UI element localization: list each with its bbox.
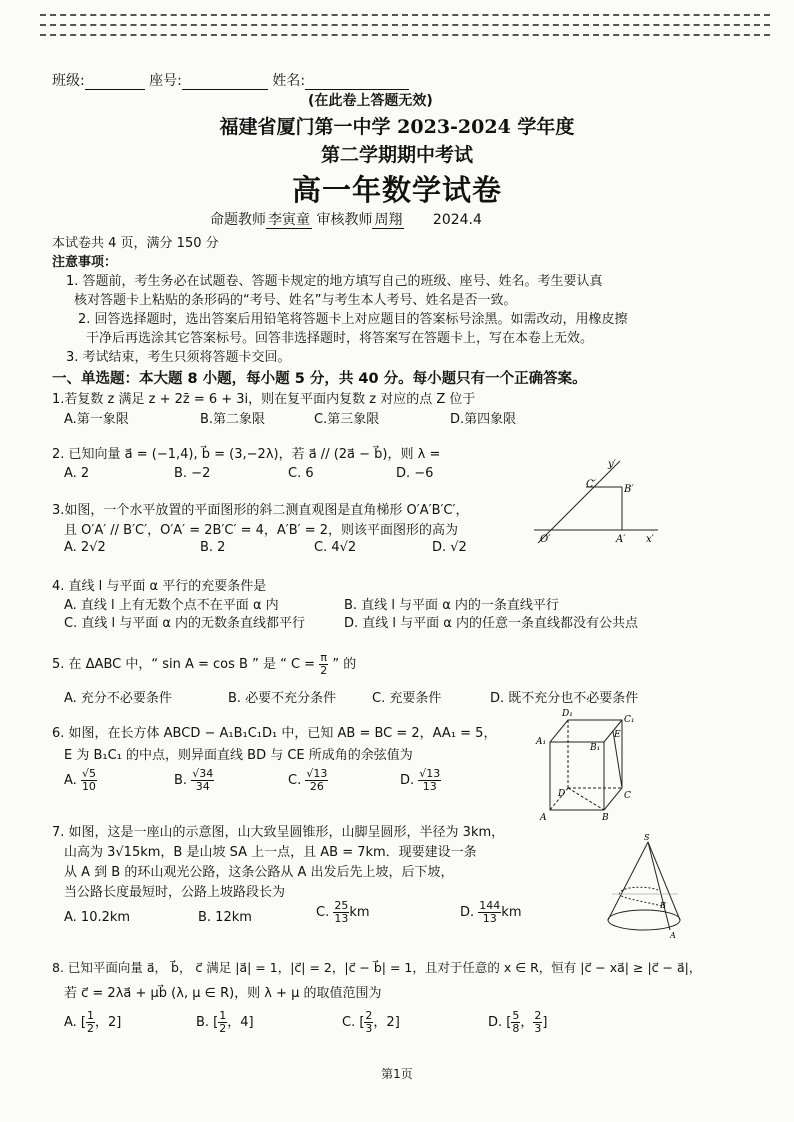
q1-stem: 1.若复数 z 满足 z + 2z̄ = 6 + 3i，则在复平面内复数 z 对应的点 Z 位于 [52,392,476,407]
fig7-label-a: A [670,931,676,940]
q7-c-unit: km [349,905,370,920]
exam-date: 2024.4 [432,212,482,228]
paper-title: 高一年数学试卷 [291,173,502,207]
q7-c-num: 25 [334,899,349,912]
q8-c-num: 2 [365,1009,373,1022]
q8-b-fraction [218,1010,227,1035]
note-3: 3. 考试结束，考生只须将答题卡交回。 [66,350,291,365]
q8-option-c[interactable] [342,1010,400,1035]
q6-c-fraction [305,768,328,793]
fig6-label-c1: C₁ [624,715,635,725]
q1-option-d[interactable]: D.第四象限 [450,412,517,427]
q8-c-den: 3 [365,1022,373,1035]
q8-a-tail: ，2] [95,1015,122,1030]
q6-b-label: B. [174,773,188,788]
q6-option-a[interactable] [64,768,97,793]
seat-label: 座号: [149,73,182,89]
school-title: 福建省厦门第一中学 2023-2024 学年度 [219,116,575,138]
q6-a-fraction [81,768,97,793]
q4-option-c[interactable]: C. 直线 l 与平面 α 内的无数条直线都平行 [64,616,306,631]
q8-b-den: 2 [219,1022,227,1035]
page-number: 第1页 [381,1067,413,1081]
q6-option-b[interactable] [174,768,214,793]
q6-stem-1: 6. 如图，在长方体 ABCD − A₁B₁C₁D₁ 中，已知 AB = BC = 2，AA₁ = 5， [52,726,497,741]
q6-d-label: D. [400,773,415,788]
q6-option-d[interactable] [400,768,441,793]
q7-d-fraction [478,900,501,925]
q6-b-den: 34 [195,780,210,793]
q6-b-fraction [191,768,214,793]
q8-d-den-1: 8 [512,1022,520,1035]
q7-stem-3: 从 A 到 B 的环山观光公路，这条公路从 A 出发后先上坡，后下坡， [64,865,454,880]
seat-blank[interactable] [182,75,268,90]
q2-stem: 2. 已知向量 a⃗ = (−1,4), b⃗ = (3,−2λ)，若 a⃗ // (2a⃗ − b⃗)，则 λ = [52,447,441,462]
q6-c-num: √13 [306,767,328,780]
author-name: 李寅童 [268,212,310,228]
q7-c-label: C. [316,905,330,920]
q8-a-den: 2 [87,1022,95,1035]
q6-b-num: √34 [192,767,214,780]
q8-b-label: B. [ [196,1015,219,1030]
paper-summary: 本试卷共 4 页，满分 150 分 [52,236,219,251]
fig3-label-x: x′ [646,534,654,545]
q8-d-den-2: 3 [534,1022,542,1035]
fig6-label-e: E [614,730,621,740]
fig3-label-c: C′ [586,479,596,490]
q6-d-fraction [418,768,441,793]
q5-option-d[interactable]: D. 既不充分也不必要条件 [490,691,639,706]
q6-c-den: 26 [309,780,324,793]
q7-d-unit: km [501,905,522,920]
name-label: 姓名: [272,73,306,89]
q7-option-b[interactable]: B. 12km [198,910,252,925]
q7-cone-figure [598,832,698,942]
q4-option-b[interactable]: B. 直线 l 与平面 α 内的一条直线平行 [344,598,559,613]
reviewer-name: 周翔 [374,212,403,228]
q8-c-tail: ，2] [373,1015,400,1030]
q8-option-a[interactable] [64,1010,121,1035]
q8-d-mid: ， [520,1015,534,1030]
q3-option-a[interactable]: A. 2√2 [64,540,106,555]
q5-option-b[interactable]: B. 必要不充分条件 [228,691,337,706]
fig6-label-a: A [540,813,547,822]
q8-d-fraction-1 [511,1010,520,1035]
fig7-label-b: B [660,901,666,910]
q7-stem-4: 当公路长度最短时，公路上坡路段长为 [64,885,286,900]
author-label: 命题教师 [210,212,266,228]
fig6-label-a1: A₁ [536,737,547,747]
q5-stem [52,652,356,677]
q6-cuboid-figure [528,702,658,822]
q7-d-den: 13 [482,912,497,925]
q5-frac-den: 2 [320,664,328,677]
q3-stem-2: 且 O′A′ // B′C′，O′A′ = 2B′C′ = 4，A′B′ = 2，则该平面图形的高为 [64,523,459,538]
q3-trapezoid-figure [528,455,668,555]
fig6-label-c: C [624,791,631,801]
top-border-line [40,34,770,36]
note-2b: 干净后再选涂其它答案标号。回答非选择题时，将答案写在答题卡上，写在本卷上无效。 [86,331,594,346]
q3-option-c[interactable]: C. 4√2 [314,540,357,555]
q1-option-c[interactable]: C.第三象限 [314,412,380,427]
q5-fraction [319,652,328,677]
fig7-label-s: S [644,833,650,842]
q6-a-label: A. [64,773,77,788]
q7-stem-1: 7. 如图，这是一座山的示意图，山大致呈圆锥形，山脚呈圆形，半径为 3km， [52,825,505,840]
q7-c-den: 13 [334,912,349,925]
fig3-label-b: B′ [624,484,634,495]
q4-option-d[interactable]: D. 直线 l 与平面 α 内的任意一条直线都没有公共点 [344,616,638,631]
q5-option-c[interactable]: C. 充要条件 [372,691,442,706]
q8-d-label: D. [ [488,1015,512,1030]
q7-option-c[interactable] [316,900,370,925]
q6-d-num: √13 [419,767,441,780]
q5-stem-a: 5. 在 ΔABC 中，“ sin A = cos B ” 是 “ C = [52,657,316,672]
fig6-label-d: D [558,789,566,799]
teacher-line [210,209,482,229]
name-blank[interactable] [305,75,409,90]
q7-option-d[interactable] [460,900,522,925]
q8-d-num-1: 5 [512,1009,520,1022]
section-1-heading: 一、单选题：本大题 8 小题，每小题 5 分，共 40 分。每小题只有一个正确答案。 [52,371,587,387]
notes-title: 注意事项： [52,255,118,270]
q4-stem: 4. 直线 l 与平面 α 平行的充要条件是 [52,579,267,594]
top-border-line [40,24,770,26]
q3-stem-1: 3.如图，一个水平放置的平面图形的斜二测直观图是直角梯形 O′A′B′C′， [52,503,469,518]
top-border-line [40,14,770,16]
q7-stem-2: 山高为 3√15km，B 是山坡 SA 上一点，且 AB = 7km．现要建设一条 [64,845,477,860]
q6-d-den: 13 [422,780,437,793]
q6-c-label: C. [288,773,302,788]
q8-d-tail: ] [542,1015,548,1030]
q6-a-den: 10 [81,780,96,793]
q8-a-num: 1 [87,1009,95,1022]
q7-c-fraction [333,900,349,925]
q8-a-label: A. [ [64,1015,87,1030]
note-1a: 1. 答题前，考生务必在试题卷、答题卡规定的地方填写自己的班级、座号、姓名。考生要认真 [66,274,603,289]
class-blank[interactable] [85,75,145,90]
fig3-label-y: y′ [608,459,616,470]
q5-option-a[interactable]: A. 充分不必要条件 [64,691,172,706]
q8-b-num: 1 [219,1009,227,1022]
student-info-line [52,70,409,90]
fig3-label-o: O′ [540,534,551,545]
q6-stem-2: E 为 B₁C₁ 的中点，则异面直线 BD 与 CE 所成角的余弦值为 [64,748,413,763]
q8-option-d[interactable] [488,1010,547,1035]
q3-option-d[interactable]: D. √2 [432,540,467,555]
q1-option-a[interactable]: A.第一象限 [64,412,129,427]
q7-option-a[interactable]: A. 10.2km [64,910,131,925]
class-label: 班级: [52,73,85,89]
fig6-label-d1: D₁ [562,709,573,719]
q8-stem-1: 8. 已知平面向量 a⃗， b⃗， c⃗ 满足 |a⃗| = 1，|c⃗| = 2，|c⃗ − b⃗| = 1，且对于任意的 x ∈ R，恒有 |c⃗ − xa⃗| ≥ |c⃗ − a⃗|， [52,960,702,975]
q7-d-label: D. [460,905,475,920]
note-2a: 2. 回答选择题时，选出答案后用铅笔将答题卡上对应题目的答案标号涂黑。如需改动，用橡皮擦 [78,312,628,327]
q6-option-c[interactable] [288,768,328,793]
fig6-label-b: B [602,813,609,822]
fig3-label-a: A′ [616,534,626,545]
q1-option-b[interactable]: B.第二象限 [200,412,266,427]
q2-option-b[interactable]: B. −2 [174,466,211,481]
exam-title: 第二学期期中考试 [320,144,473,166]
q4-option-a[interactable]: A. 直线 l 上有无数个点不在平面 α 内 [64,598,279,613]
q8-c-label: C. [ [342,1015,365,1030]
q8-b-tail: ，4] [227,1015,254,1030]
q8-a-fraction [86,1010,95,1035]
q8-d-num-2: 2 [534,1009,542,1022]
q8-option-b[interactable] [196,1010,254,1035]
q3-option-b[interactable]: B. 2 [200,540,226,555]
q2-option-a[interactable]: A. 2 [64,466,90,481]
q8-stem-2: 若 c⃗ = 2λa⃗ + μb⃗ (λ, μ ∈ R)，则 λ + μ 的取值范围为 [64,986,382,1001]
q5-stem-b: ” 的 [332,657,357,672]
note-1b: 核对答题卡上粘贴的条形码的“考号、姓名”与考生本人考号、姓名是否一致。 [74,293,517,308]
reviewer-label: 审核教师 [316,212,373,228]
answer-invalid-note: (在此卷上答题无效) [308,93,433,109]
q2-option-c[interactable]: C. 6 [288,466,314,481]
q7-d-num: 144 [479,899,501,912]
q6-a-num: √5 [81,767,96,780]
q5-frac-num: π [320,651,328,664]
fig6-label-b1: B₁ [590,743,601,753]
q2-option-d[interactable]: D. −6 [396,466,434,481]
